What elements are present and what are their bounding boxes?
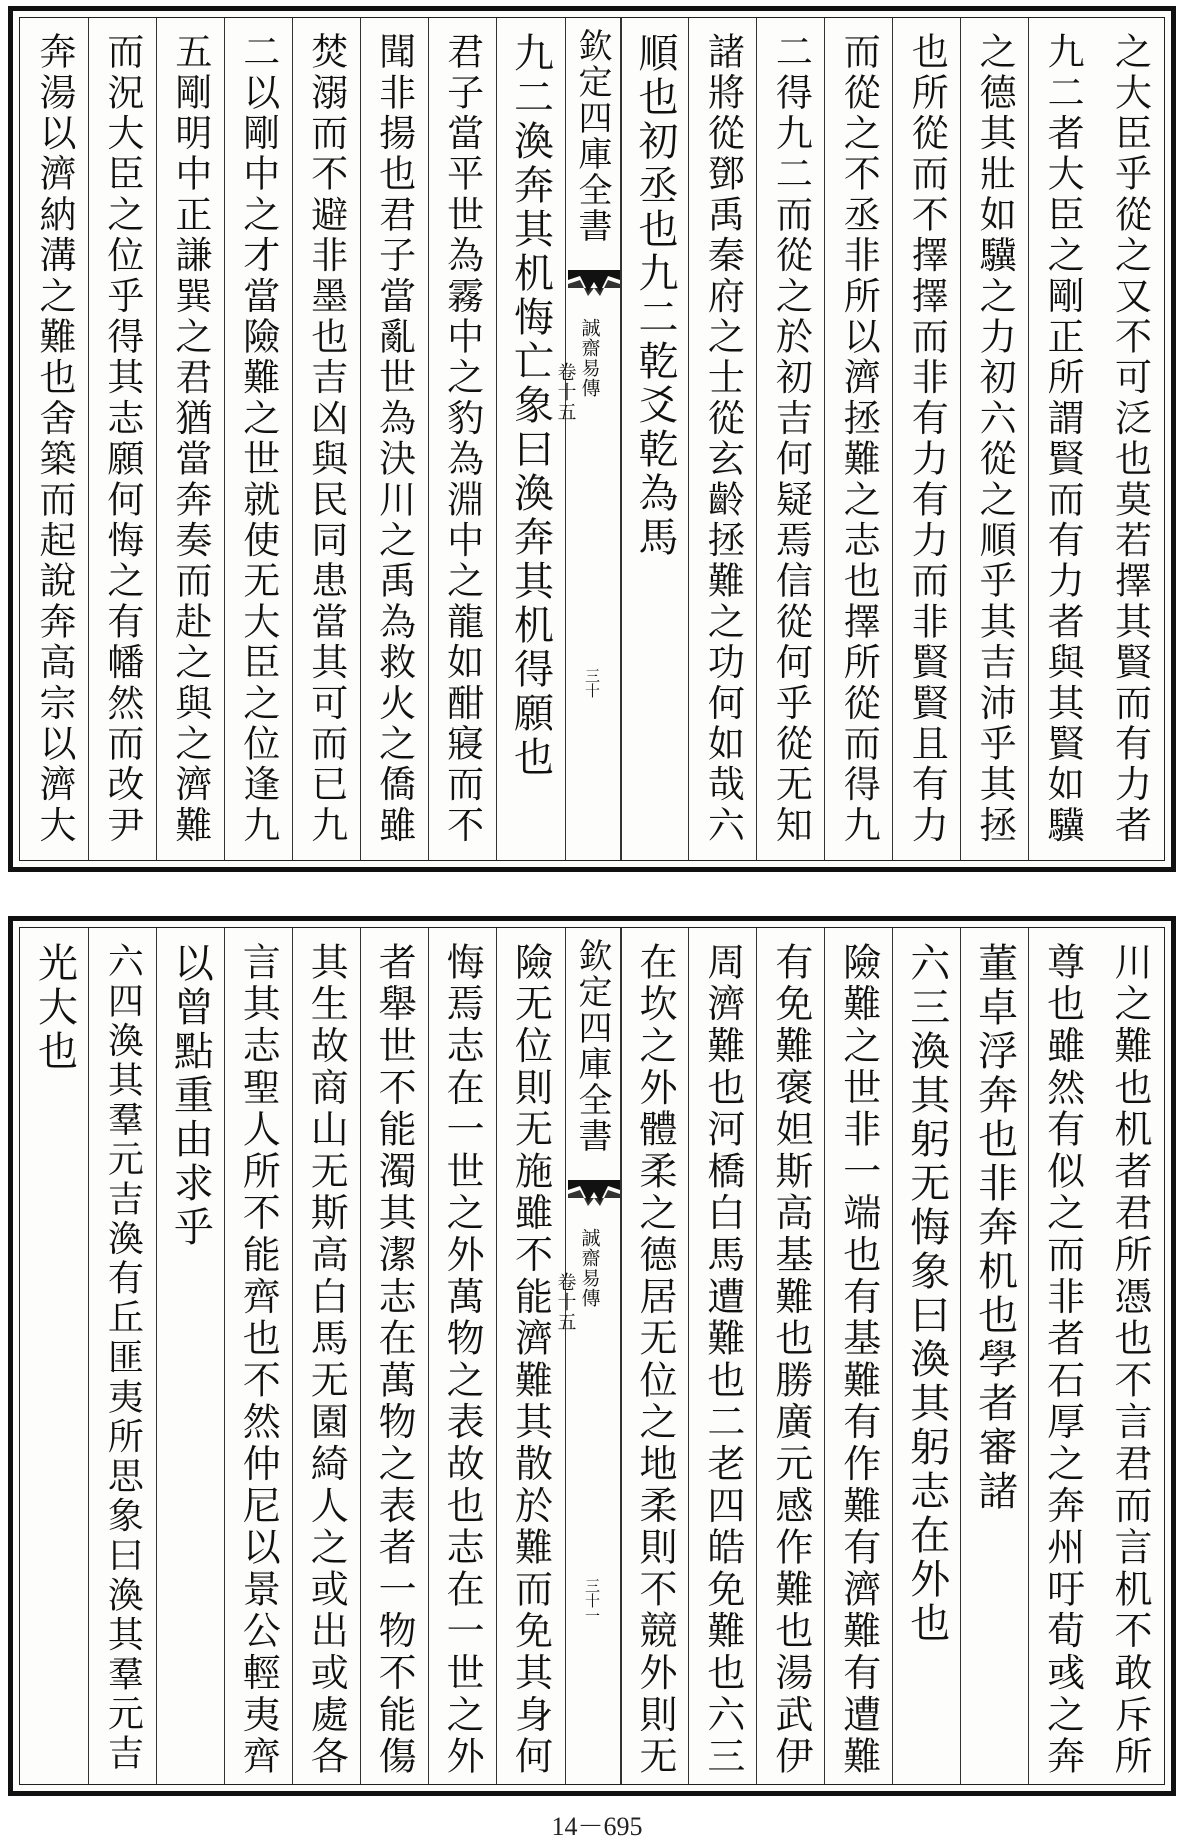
bottom-column-text: 周濟難也河橋白馬遭難也二老四皓免難也六三 bbox=[700, 942, 745, 1778]
top-text-column bbox=[293, 18, 361, 860]
bottom-column-text: 其生故商山无斯高白馬无園綺人之或出或處各 bbox=[304, 942, 349, 1778]
bottom-column-text: 有免難褒妲斯高基難也勝廣元感作難也湯武伊 bbox=[768, 942, 813, 1778]
fishtail-mark-icon bbox=[568, 270, 620, 298]
bottom-text-column bbox=[688, 928, 756, 1784]
bottom-page-panel bbox=[8, 916, 1176, 1796]
bottom-text-column bbox=[361, 928, 429, 1784]
bottom-column-text: 險難之世非一端也有基難有作難有濟難有遭難 bbox=[836, 942, 881, 1778]
top-text-column bbox=[225, 18, 293, 860]
top-column-text: 諸將從鄧禹秦府之士從玄齡拯難之功何如哉六 bbox=[701, 32, 745, 846]
bottom-book-title: 誠齋易傳 bbox=[578, 1228, 601, 1308]
top-column-text: 焚溺而不避非墨也吉凶與民同患當其可而已九 bbox=[304, 32, 348, 846]
top-column-text: 二得九二而從之於初吉何疑焉信從何乎從无知 bbox=[769, 32, 813, 846]
top-page-panel bbox=[8, 6, 1176, 872]
bottom-text-column bbox=[225, 928, 293, 1784]
bottom-column-text: 言其志聖人所不能齊也不然仲尼以景公輕夷齊 bbox=[236, 942, 281, 1778]
bottom-text-column bbox=[756, 928, 824, 1784]
top-column-text: 而從之不丞非所以濟拯難之志也擇所從而得九 bbox=[837, 32, 881, 846]
top-text-column bbox=[960, 18, 1028, 860]
top-column-text: 而況大臣之位乎得其志願何悔之有幡然而改尹 bbox=[100, 32, 144, 846]
bottom-text-column bbox=[293, 928, 361, 1784]
top-collection-title: 欽定四庫全書 bbox=[572, 28, 612, 244]
bottom-column-text: 險无位則无施雖不能濟難其散於難而免其身何 bbox=[508, 942, 553, 1778]
top-page-grid bbox=[19, 17, 1165, 861]
bottom-text-column bbox=[621, 928, 689, 1784]
top-column-text: 二以剛中之才當險難之世就使无大臣之位逢九 bbox=[236, 32, 280, 846]
top-center-banner bbox=[554, 18, 621, 860]
top-text-column bbox=[1028, 18, 1096, 860]
bottom-volume-label: 卷十五 bbox=[554, 1272, 577, 1332]
top-text-column bbox=[21, 18, 89, 860]
top-text-column bbox=[497, 18, 565, 860]
top-text-column bbox=[429, 18, 497, 860]
bottom-text-column bbox=[89, 928, 157, 1784]
top-text-column bbox=[621, 18, 689, 860]
bottom-text-column bbox=[157, 928, 225, 1784]
bottom-text-column bbox=[429, 928, 497, 1784]
bottom-text-column bbox=[1096, 928, 1164, 1784]
bottom-column-text: 光大也 bbox=[31, 942, 78, 1074]
bottom-column-text: 以曾點重由求乎 bbox=[167, 942, 214, 1250]
bottom-text-column bbox=[824, 928, 892, 1784]
top-column-text: 君子當平世為霧中之豹為淵中之龍如酣寢而不 bbox=[440, 32, 484, 846]
top-volume-label: 卷十五 bbox=[554, 362, 577, 422]
top-column-text: 九二者大臣之剛正所謂賢而有力者與其賢如驥 bbox=[1041, 32, 1085, 846]
bottom-column-text: 六三渙其躬无悔象曰渙其躬志在外也 bbox=[903, 942, 950, 1646]
bottom-text-column bbox=[960, 928, 1028, 1784]
bottom-collection-title: 欽定四庫全書 bbox=[572, 938, 612, 1154]
bottom-column-text: 者舉世不能濁其潔志在萬物之表者一物不能傷 bbox=[372, 942, 417, 1778]
top-column-text: 九二渙奔其机悔亡象曰渙奔其机得願也 bbox=[507, 32, 554, 780]
top-text-column bbox=[824, 18, 892, 860]
top-column-text: 之大臣乎從之又不可泛也莫若擇其賢而有力者 bbox=[1108, 32, 1152, 846]
bottom-text-column bbox=[21, 928, 89, 1784]
top-text-column bbox=[89, 18, 157, 860]
top-text-column bbox=[1096, 18, 1164, 860]
top-folio-number: 三十 bbox=[583, 668, 601, 698]
fishtail-mark-icon bbox=[568, 1180, 620, 1208]
bottom-text-column bbox=[1028, 928, 1096, 1784]
bottom-column-text: 川之難也机者君所憑也不言君而言机不敢斥所 bbox=[1108, 942, 1153, 1778]
top-text-column bbox=[688, 18, 756, 860]
top-column-text: 五剛明中正謙巽之君猶當奔奏而赴之與之濟難 bbox=[168, 32, 212, 846]
top-column-text: 聞非揚也君子當亂世為決川之禹為救火之僑雖 bbox=[372, 32, 416, 846]
top-book-title: 誠齋易傳 bbox=[578, 318, 601, 398]
top-text-column bbox=[756, 18, 824, 860]
page-number: 14－695 bbox=[551, 1812, 643, 1841]
bottom-column-text: 在坎之外體柔之德居无位之地柔則不競外則无 bbox=[632, 942, 677, 1778]
bottom-page-grid bbox=[19, 927, 1165, 1785]
bottom-text-column bbox=[497, 928, 565, 1784]
bottom-column-text: 悔焉志在一世之外萬物之表故也志在一世之外 bbox=[440, 942, 485, 1778]
top-text-column bbox=[361, 18, 429, 860]
top-text-column bbox=[157, 18, 225, 860]
top-column-text: 順也初丞也九二乾爻乾為馬 bbox=[631, 32, 678, 560]
bottom-column-text: 董卓浮奔也非奔机也學者審諸 bbox=[971, 942, 1018, 1514]
top-text-column bbox=[892, 18, 960, 860]
bottom-folio-number: 三十一 bbox=[583, 1578, 601, 1623]
top-column-text: 奔湯以濟納溝之難也舍築而起說奔高宗以濟大 bbox=[32, 32, 76, 846]
top-column-text: 之德其壯如驥之力初六從之順乎其吉沛乎其拯 bbox=[973, 32, 1017, 846]
bottom-center-banner bbox=[554, 928, 621, 1784]
bottom-column-text: 六四渙其羣元吉渙有丘匪夷所思象曰渙其羣元吉 bbox=[102, 942, 144, 1774]
top-column-text: 也所從而不擇擇而非有力有力而非賢賢且有力 bbox=[905, 32, 949, 846]
bottom-column-text: 尊也雖然有似之而非者石厚之奔州吁荀彧之奔 bbox=[1040, 942, 1085, 1778]
bottom-text-column bbox=[892, 928, 960, 1784]
